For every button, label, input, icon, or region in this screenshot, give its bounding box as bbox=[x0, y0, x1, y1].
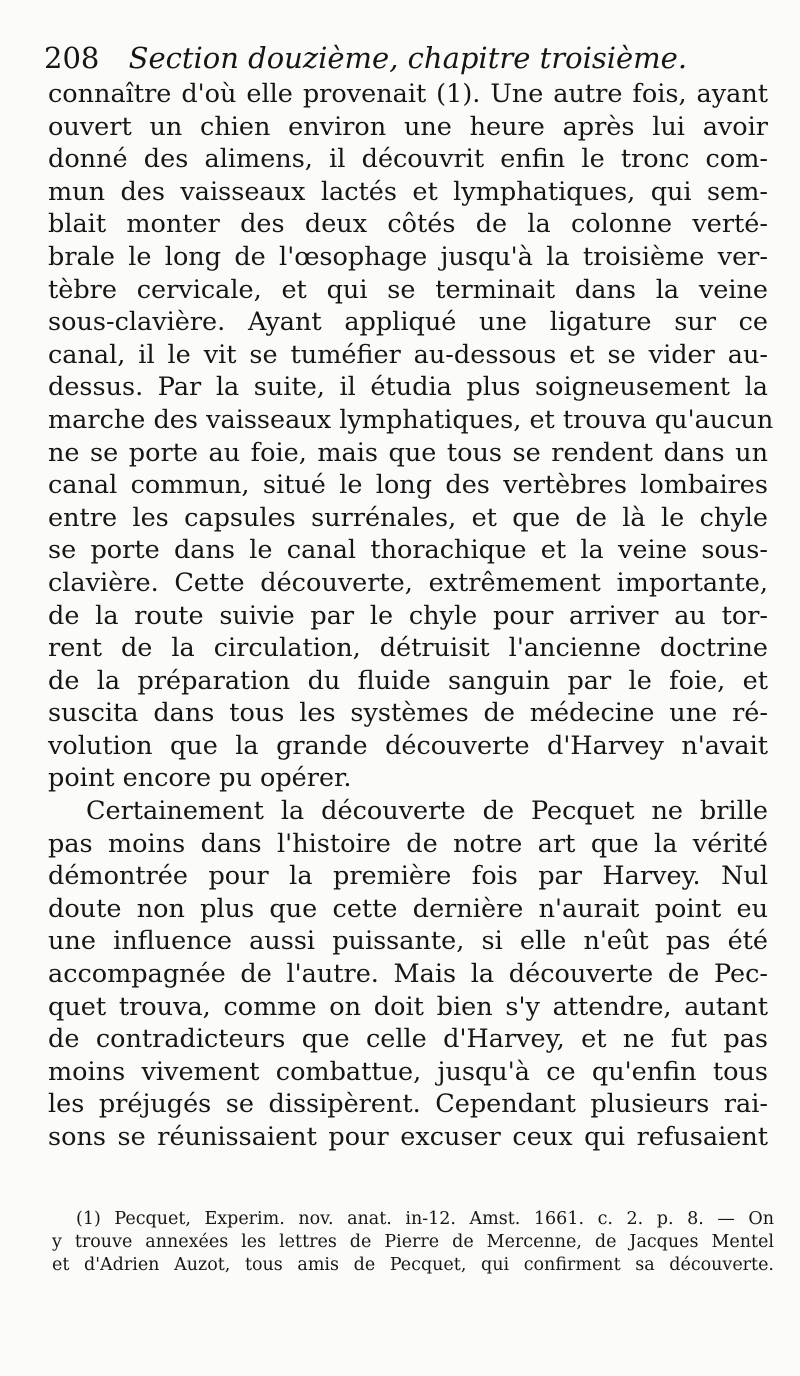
text-line: dessus. Par la suite, il étudia plus soigneusement la bbox=[48, 372, 768, 403]
text-line: volution que la grande découverte d'Harvey n'avait bbox=[48, 730, 768, 761]
text-line: canal commun, situé le long des vertèbres lombaires bbox=[48, 470, 768, 501]
footnote-line: y trouve annexées les lettres de Pierre de Mercenne, de Jacques Mentel bbox=[52, 1232, 774, 1252]
text-line: rent de la circulation, détruisit l'ancienne doctrine bbox=[48, 633, 768, 664]
text-line: canal, il le vit se tuméfier au-dessous et se vider au- bbox=[48, 339, 768, 370]
text-line: ne se porte au foie, mais que tous se rendent dans un bbox=[48, 437, 768, 468]
paragraph-first-line: Certainement la découverte de Pecquet ne brille bbox=[86, 796, 768, 827]
text-line: se porte dans le canal thorachique et la veine sous- bbox=[48, 535, 768, 566]
page-number: 208 bbox=[44, 41, 100, 75]
text-line: brale le long de l'œsophage jusqu'à la troisième ver- bbox=[48, 241, 768, 272]
text-line: entre les capsules surrénales, et que de là le chyle bbox=[48, 502, 768, 533]
text-line: démontrée pour la première fois par Harvey. Nul bbox=[48, 861, 768, 892]
text-line: suscita dans tous les systèmes de médecine une ré- bbox=[48, 698, 768, 729]
running-title: Section douzième, chapitre troisième. bbox=[128, 41, 688, 75]
text-line: de la préparation du fluide sanguin par le foie, et bbox=[48, 665, 768, 696]
text-line: quet trouva, comme on doit bien s'y attendre, autant bbox=[48, 991, 768, 1022]
paragraph-last-line: point encore pu opérer. bbox=[48, 763, 352, 794]
text-line: ouvert un chien environ une heure après lui avoir bbox=[48, 111, 768, 142]
running-head bbox=[44, 38, 764, 78]
text-line: donné des alimens, il découvrit enfin le tronc com- bbox=[48, 144, 768, 175]
text-line: de contradicteurs que celle d'Harvey, et ne fut pas bbox=[48, 1024, 768, 1055]
text-line: connaître d'où elle provenait (1). Une autre fois, ayant bbox=[48, 79, 768, 109]
footnote-line: (1) Pecquet, Experim. nov. anat. in-12. Amst. 1661. c. 2. p. 8. — On bbox=[76, 1209, 774, 1229]
text-line: tèbre cervicale, et qui se terminait dans la veine bbox=[48, 274, 768, 305]
footnote bbox=[52, 1208, 774, 1277]
text-line: de la route suivie par le chyle pour arriver au tor- bbox=[48, 600, 768, 631]
text-line: accompagnée de l'autre. Mais la découverte de Pec- bbox=[48, 959, 768, 990]
text-line: blait monter des deux côtés de la colonne verté- bbox=[48, 209, 768, 240]
text-line: mun des vaisseaux lactés et lymphatiques, qui sem- bbox=[48, 176, 768, 207]
footnote-line: et d'Adrien Auzot, tous amis de Pecquet, qui confirment sa découverte. bbox=[52, 1255, 774, 1275]
text-line: une influence aussi puissante, si elle n'eût pas été bbox=[48, 926, 768, 957]
text-line: pas moins dans l'histoire de notre art que la vérité bbox=[48, 828, 768, 859]
text-line: clavière. Cette découverte, extrêmement importante, bbox=[48, 567, 768, 598]
text-line: doute non plus que cette dernière n'aurait point eu bbox=[48, 893, 768, 924]
body-text bbox=[48, 78, 774, 1154]
text-line: moins vivement combattue, jusqu'à ce qu'enfin tous bbox=[48, 1056, 768, 1087]
text-line: les préjugés se dissipèrent. Cependant plusieurs rai- bbox=[48, 1089, 768, 1120]
text-line: marche des vaisseaux lymphatiques, et trouva qu'aucun bbox=[48, 404, 774, 435]
text-line: sous-clavière. Ayant appliqué une ligature sur ce bbox=[48, 307, 768, 338]
text-line: sons se réunissaient pour excuser ceux qui refusaient bbox=[48, 1122, 768, 1152]
